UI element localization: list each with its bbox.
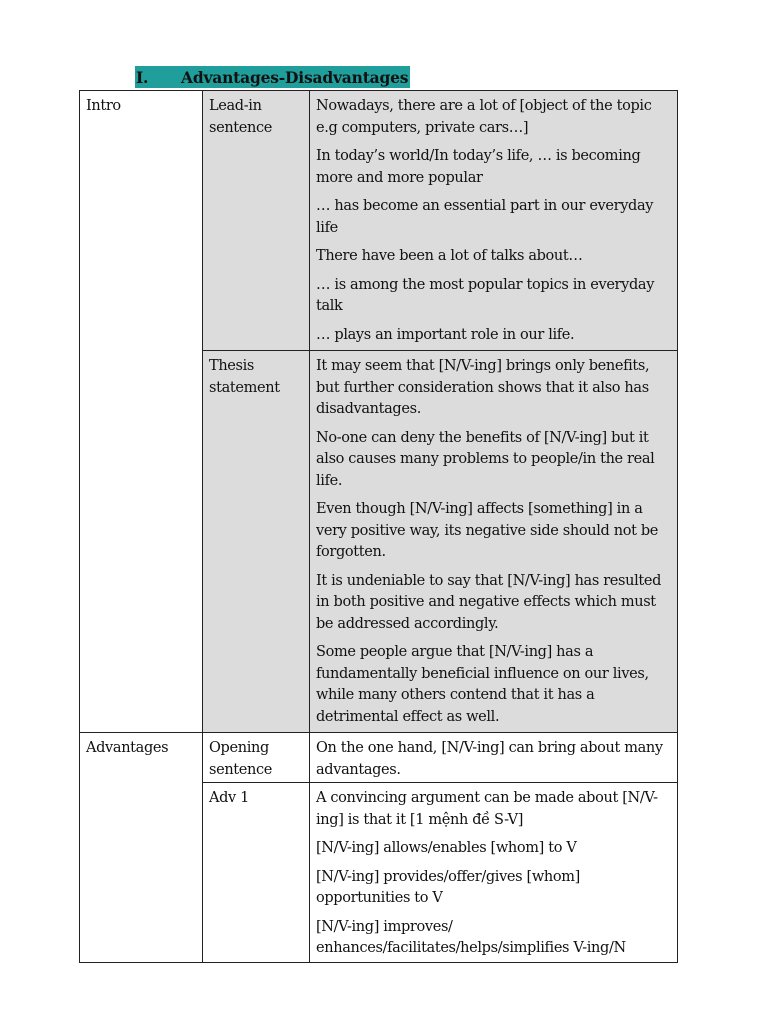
list-item: Some people argue that [N/V-ing] has a fundamentally beneficial influence on our lives, while many others contend that it has a detrimental effect as well.: [316, 644, 649, 725]
list-item: In today’s world/In today’s life, … is becoming more and more popular: [316, 148, 641, 186]
part-label: Adv 1: [209, 790, 250, 806]
part-label: Lead-in sentence: [209, 98, 273, 136]
list-item: No-one can deny the benefits of [N/V-ing] but it also causes many problems to people/in the real life.: [316, 429, 655, 489]
part-label: Opening sentence: [209, 740, 273, 778]
list-item: … is among the most popular topics in everyday talk: [316, 276, 655, 314]
essay-outline-table: [79, 90, 678, 963]
list-item: There have been a lot of talks about…: [316, 248, 583, 264]
part-label: Thesis statement: [209, 358, 280, 396]
table-row: [80, 91, 678, 351]
part-cell: [203, 783, 310, 963]
part-cell: [203, 91, 310, 351]
section-label: Advantages: [86, 740, 169, 756]
table-row: [80, 733, 678, 783]
list-item: Even though [N/V-ing] affects [something] in a very positive way, its negative side should not be forgotten.: [316, 501, 658, 560]
list-item: [N/V-ing] improves/ enhances/facilitates/helps/simplifies V-ing/N: [316, 918, 626, 956]
part-cell: [203, 351, 310, 733]
section-heading: [135, 66, 410, 88]
list-item: … plays an important role in our life.: [316, 326, 575, 343]
part-cell: [203, 733, 310, 783]
phrases-cell: [310, 783, 678, 963]
section-label: Intro: [86, 98, 121, 114]
phrases-cell: [310, 91, 678, 351]
phrases-cell: [310, 733, 678, 783]
list-item: On the one hand, [N/V-ing] can bring about many advantages.: [316, 740, 663, 778]
list-item: [N/V-ing] provides/offer/gives [whom] opportunities to V: [316, 868, 580, 906]
list-item: It is undeniable to say that [N/V-ing] has resulted in both positive and negative effects which must be addressed accordingly.: [316, 572, 662, 632]
list-item: It may seem that [N/V-ing] brings only benefits, but further consideration shows that it also has disadvantages.: [316, 358, 650, 417]
section-number: I.: [136, 67, 149, 87]
phrases-cell: [310, 351, 678, 733]
section-cell: [80, 733, 203, 963]
section-cell: [80, 91, 203, 733]
list-item: A convincing argument can be made about [N/V-ing] is that it [1 mệnh đề S-V]: [316, 790, 658, 828]
list-item: [N/V-ing] allows/enables [whom] to V: [316, 840, 577, 856]
list-item: … has become an essential part in our everyday life: [316, 198, 654, 236]
section-title: Advantages-Disadvantages: [181, 67, 409, 87]
list-item: Nowadays, there are a lot of [object of the topic e.g computers, private cars…]: [316, 98, 652, 136]
